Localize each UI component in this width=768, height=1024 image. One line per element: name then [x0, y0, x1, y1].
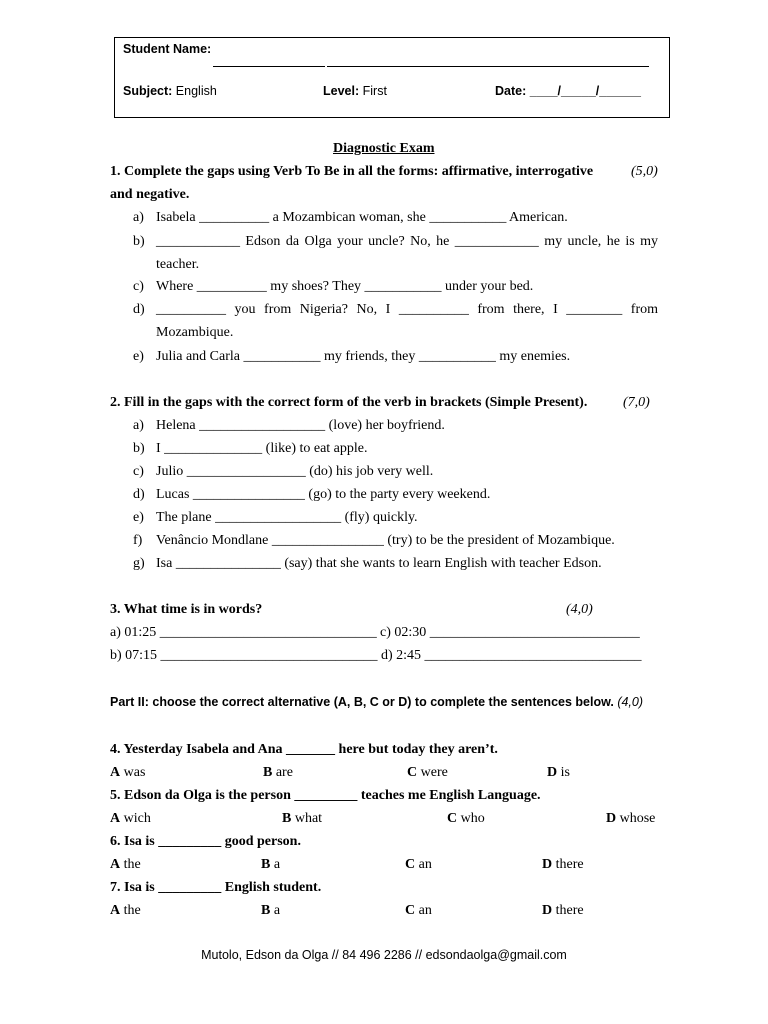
q2-item-letter: e)	[133, 510, 144, 525]
q1-item-text-cont: Mozambique.	[156, 325, 234, 340]
q2-item-letter: g)	[133, 556, 145, 571]
q2-item-text: I ______________ (like) to eat apple.	[156, 441, 368, 456]
mc-option-b[interactable]: B what	[282, 811, 323, 826]
q1-item-letter: b)	[133, 234, 145, 249]
q3-item: a) 01:25 _______________________________	[110, 625, 377, 640]
mc-option-d[interactable]: D there	[542, 857, 584, 872]
q3-score: (4,0)	[566, 602, 593, 617]
mc-option-a[interactable]: A the	[110, 903, 141, 918]
q2-item-letter: c)	[133, 464, 144, 479]
q2-item-letter: b)	[133, 441, 145, 456]
mc-question: 5. Edson da Olga is the person _________ teaches me English Language.	[110, 788, 541, 803]
mc-option-d[interactable]: D is	[547, 765, 570, 780]
q3-item: c) 02:30 ______________________________	[380, 625, 640, 640]
level-field: Level: First	[323, 84, 387, 98]
q1-prompt-line1: 1. Complete the gaps using Verb To Be in all the forms: affirmative, interrogative	[110, 164, 594, 179]
mc-option-b[interactable]: B a	[261, 857, 281, 872]
student-name-line-short	[213, 66, 325, 67]
mc-question: 7. Isa is _________ English student.	[110, 880, 322, 895]
q2-item-letter: a)	[133, 418, 144, 433]
q1-item-letter: d)	[133, 302, 145, 317]
q2-item-text: Helena __________________ (love) her boyfriend.	[156, 418, 445, 433]
q1-item-letter: c)	[133, 279, 144, 294]
q2-item-text: Isa _______________ (say) that she wants to learn English with teacher Edson.	[156, 556, 602, 571]
subject-field: Subject: English	[123, 84, 217, 98]
mc-option-a[interactable]: A wich	[110, 811, 151, 826]
student-name-line-long[interactable]	[327, 66, 649, 67]
q2-score: (7,0)	[623, 395, 650, 410]
q1-item-text: ____________ Edson da Olga your uncle? No, he ____________ my uncle, he is my	[156, 234, 658, 249]
mc-option-c[interactable]: C who	[447, 811, 485, 826]
mc-option-a[interactable]: A was	[110, 765, 146, 780]
q1-prompt-line2: and negative.	[110, 187, 190, 202]
q1-item-text: __________ you from Nigeria? No, I __________ from there, I ________ from	[156, 302, 658, 317]
exam-title: Diagnostic Exam	[333, 141, 435, 156]
mc-question: 4. Yesterday Isabela and Ana _______ here but today they aren’t.	[110, 742, 498, 757]
mc-option-d[interactable]: D there	[542, 903, 584, 918]
student-name-label: Student Name:	[123, 42, 212, 56]
q3-item: b) 07:15 _______________________________	[110, 648, 378, 663]
q1-item-text: Where __________ my shoes? They ___________ under your bed.	[156, 279, 534, 294]
q3-prompt: 3. What time is in words?	[110, 602, 263, 617]
q1-item-text-cont: teacher.	[156, 257, 200, 272]
q2-item-text: Julio _________________ (do) his job very well.	[156, 464, 434, 479]
q3-item: d) 2:45 _______________________________	[381, 648, 642, 663]
mc-option-a[interactable]: A the	[110, 857, 141, 872]
mc-option-b[interactable]: B are	[263, 765, 293, 780]
mc-question: 6. Isa is _________ good person.	[110, 834, 301, 849]
q2-prompt: 2. Fill in the gaps with the correct form of the verb in brackets (Simple Present).	[110, 395, 588, 410]
mc-option-c[interactable]: C were	[407, 765, 448, 780]
mc-option-c[interactable]: C an	[405, 903, 432, 918]
part2-heading: Part II: choose the correct alternative (A, B, C or D) to complete the sentences below. (4,0)	[110, 695, 644, 709]
mc-option-c[interactable]: C an	[405, 857, 432, 872]
q2-item-text: Lucas ________________ (go) to the party every weekend.	[156, 487, 491, 502]
q2-item-text: The plane __________________ (fly) quickly.	[156, 510, 418, 525]
q2-item-text: Venâncio Mondlane ________________ (try) to be the president of Mozambique.	[156, 533, 615, 548]
student-info-box	[114, 37, 670, 118]
page-footer: Mutolo, Edson da Olga // 84 496 2286 // edsondaolga@gmail.com	[201, 948, 567, 962]
q2-item-letter: d)	[133, 487, 145, 502]
q1-item-letter: a)	[133, 210, 144, 225]
mc-option-b[interactable]: B a	[261, 903, 281, 918]
q1-item-letter: e)	[133, 349, 144, 364]
mc-option-d[interactable]: D whose	[606, 811, 656, 826]
q1-score: (5,0)	[631, 164, 658, 179]
date-field: Date: ____/_____/______	[495, 84, 641, 98]
q1-item-text: Isabela __________ a Mozambican woman, she ___________ American.	[156, 210, 568, 225]
q1-item-text: Julia and Carla ___________ my friends, they ___________ my enemies.	[156, 349, 571, 364]
q2-item-letter: f)	[133, 533, 143, 548]
